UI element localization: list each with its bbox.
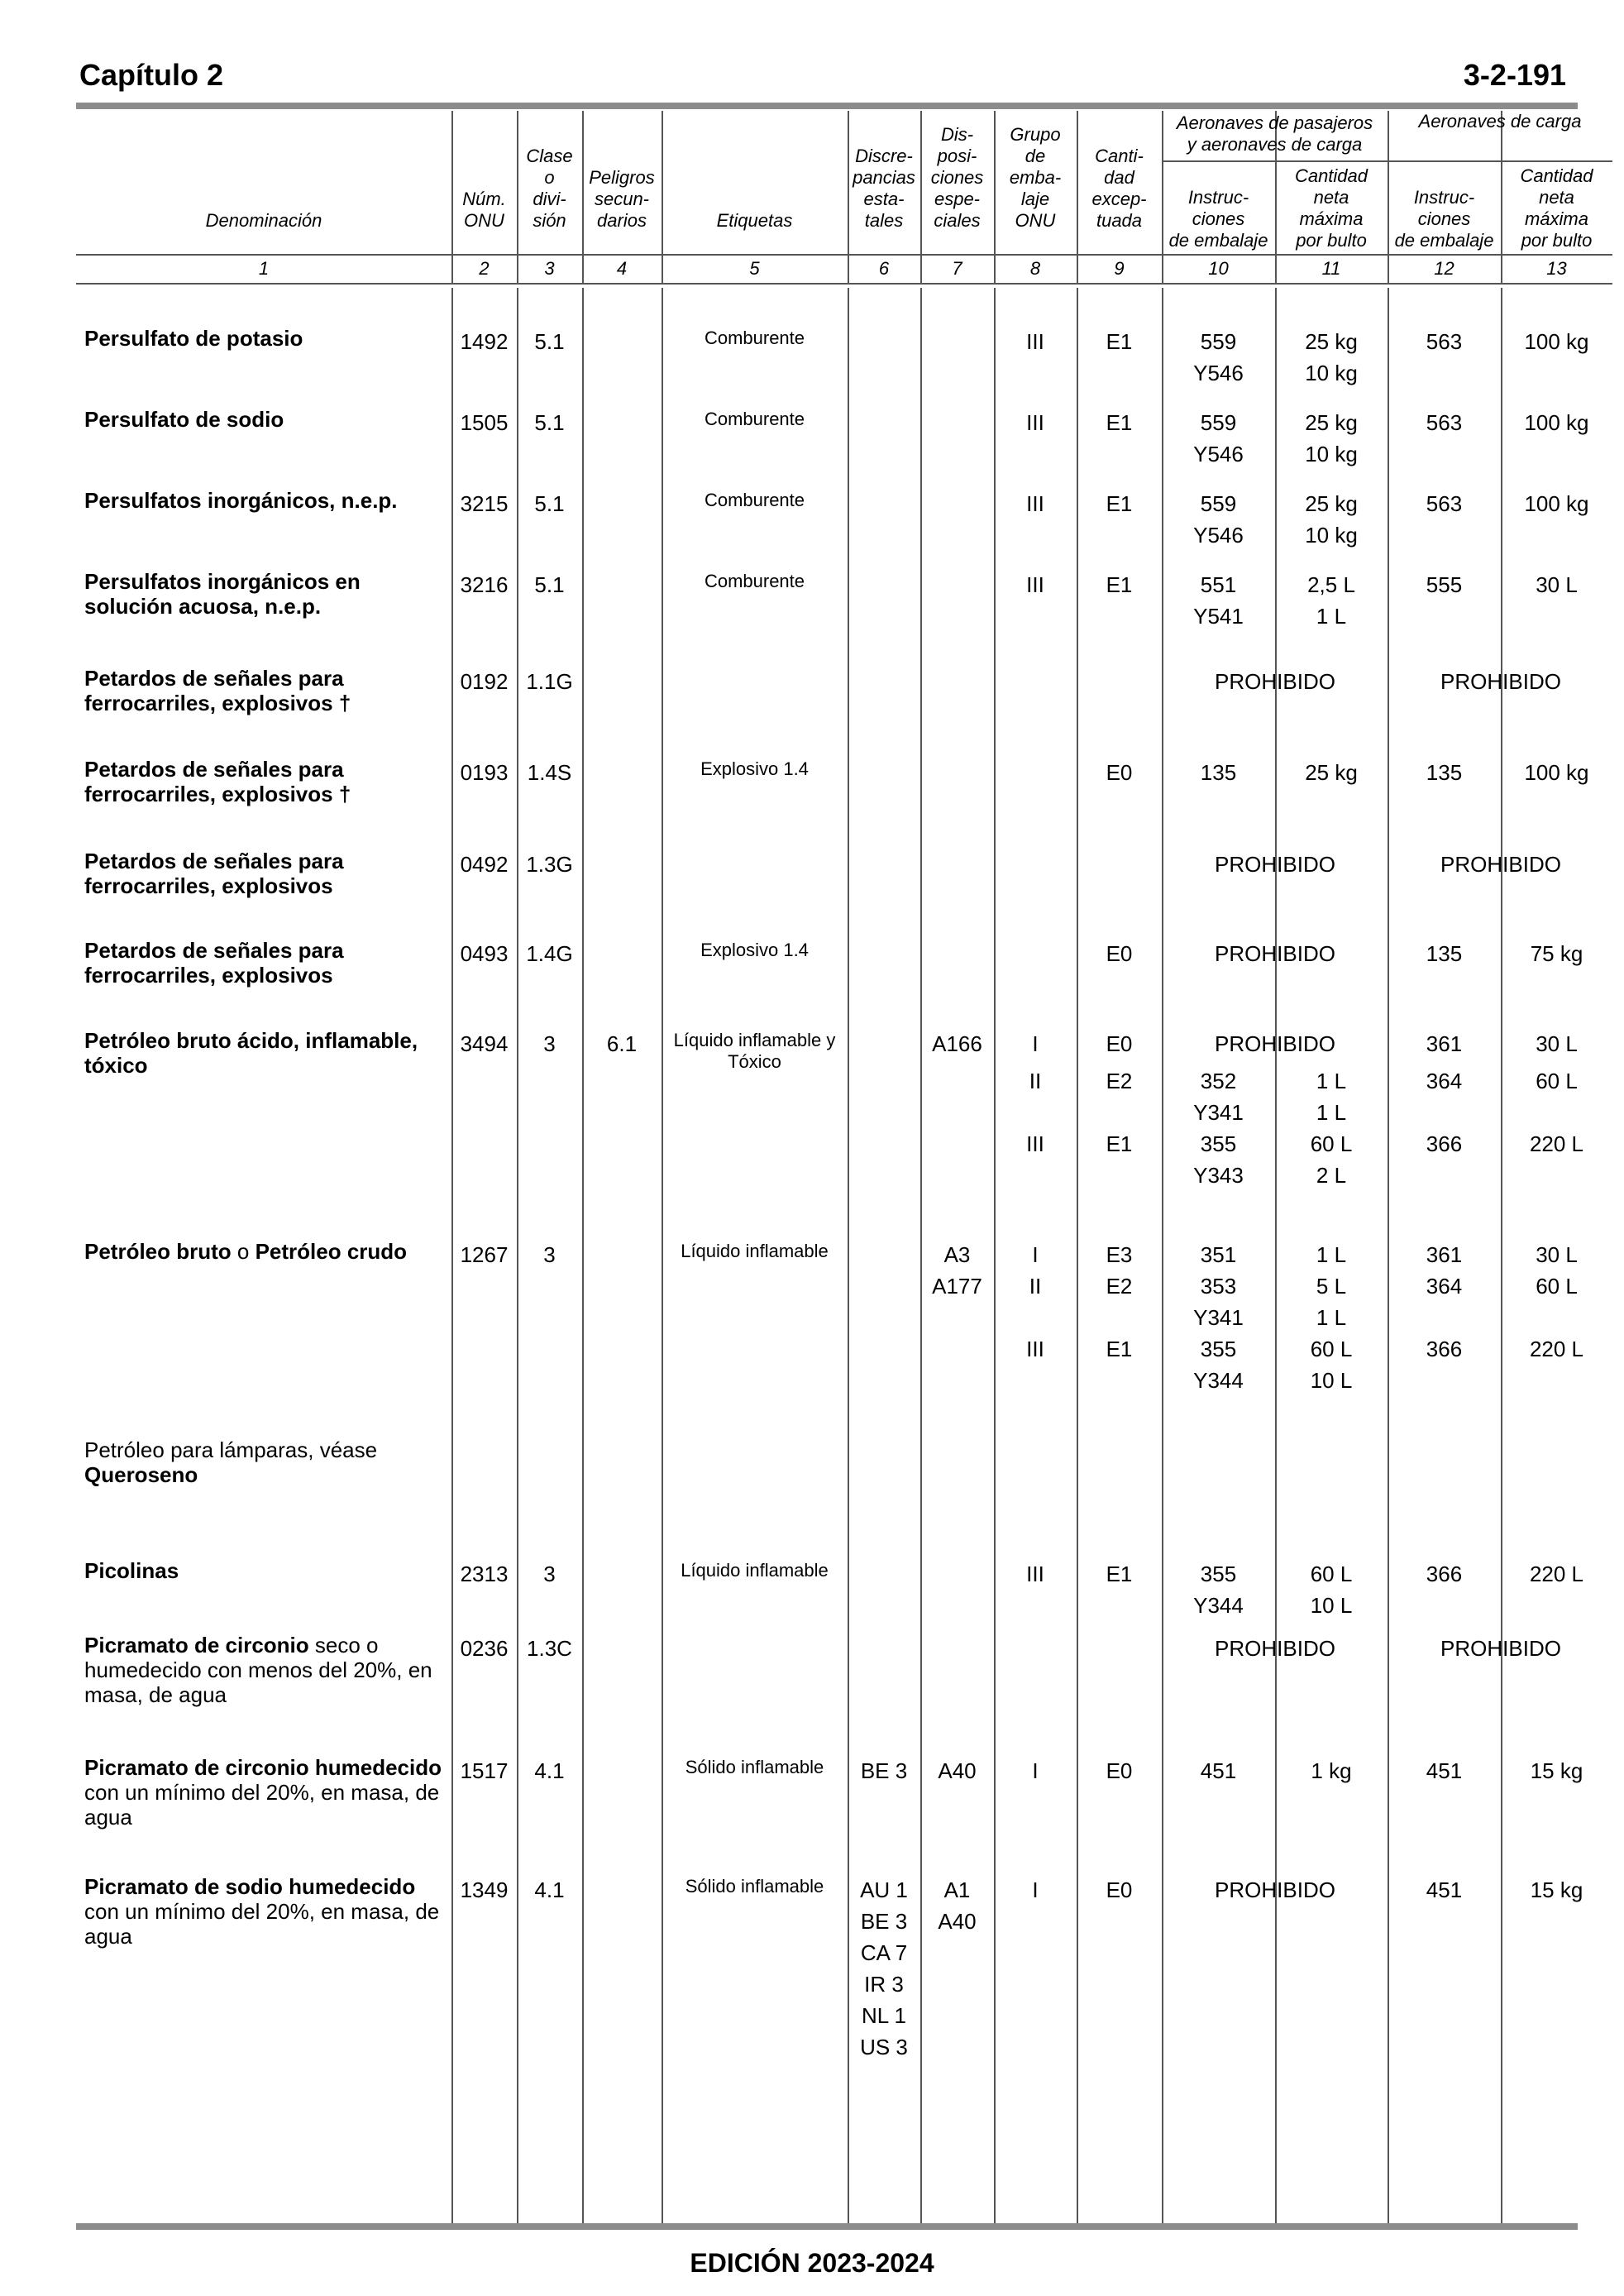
- chapter-title: Capítulo 2: [79, 58, 224, 92]
- name-bold-part: Persulfatos inorgánicos en solución acuosa, n.e.p.: [84, 569, 361, 619]
- substance-name: [84, 407, 448, 432]
- hazard-class: 5.1: [534, 491, 565, 516]
- un-number: 1505: [460, 410, 509, 435]
- hazard-class: 4.1: [534, 1758, 565, 1783]
- cargo-prohibited: PROHIBIDO: [1440, 852, 1561, 877]
- column-number-11: 11: [1321, 258, 1341, 279]
- special-provision: A166: [932, 1031, 982, 1056]
- un-number: 0193: [460, 760, 509, 785]
- special-provision: A40: [938, 1909, 977, 1934]
- passenger-max-quantity: 1 L: [1316, 1305, 1347, 1330]
- hazard-class: 1.4S: [527, 760, 572, 785]
- passenger-packing-instruction: 355: [1200, 1562, 1237, 1586]
- cargo-max-quantity: 60 L: [1536, 1274, 1578, 1299]
- name-bold-part: Persulfatos inorgánicos, n.e.p.: [84, 488, 398, 513]
- name-bold-part: Queroseno: [84, 1462, 198, 1487]
- column-number-rule: [76, 283, 1612, 285]
- name-plain-part: seco o humedecido con menos del 20%, en masa, de agua: [84, 1633, 432, 1707]
- substance-name: [84, 666, 448, 715]
- hazard-label: Explosivo 1.4: [700, 758, 809, 779]
- cargo-max-quantity: 30 L: [1536, 572, 1578, 597]
- column-divider: [662, 111, 663, 283]
- page-number: 3-2-191: [1463, 58, 1566, 92]
- cargo-packing-instruction: 364: [1426, 1069, 1463, 1093]
- name-bold-part: Petardos de señales para ferrocarriles, explosivos: [84, 938, 344, 988]
- name-bold-part: Picramato de sodio humedecido: [84, 1874, 416, 1899]
- header-cantidad-cargo: Cantidad neta máxima por bulto: [1520, 165, 1593, 251]
- passenger-max-quantity: 10 L: [1310, 1593, 1353, 1618]
- passenger-packing-instruction: Y341: [1193, 1100, 1244, 1125]
- header-grupo: Grupo de emba- laje ONU: [1009, 124, 1062, 231]
- passenger-packing-instruction: 135: [1200, 760, 1237, 785]
- column-number-2: 2: [479, 258, 490, 279]
- header-peligros: Peligros secun- darios: [589, 167, 655, 231]
- passenger-max-quantity: 2,5 L: [1307, 572, 1355, 597]
- hazard-class: 5.1: [534, 329, 565, 354]
- excepted-quantity: E0: [1106, 1758, 1133, 1783]
- passenger-prohibited: PROHIBIDO: [1215, 1031, 1335, 1056]
- cargo-packing-instruction: 135: [1426, 941, 1463, 966]
- name-plain-part: o: [231, 1239, 256, 1264]
- substance-name: [84, 938, 448, 988]
- cargo-packing-instruction: 366: [1426, 1131, 1463, 1156]
- hazard-label: Sólido inflamable: [685, 1876, 824, 1897]
- hazard-label: Líquido inflamable y Tóxico: [673, 1030, 836, 1072]
- cargo-max-quantity: 220 L: [1529, 1562, 1584, 1586]
- cargo-max-quantity: 30 L: [1536, 1242, 1578, 1267]
- excepted-quantity: E0: [1106, 760, 1133, 785]
- packing-group: I: [1032, 1242, 1039, 1267]
- state-variation: BE 3: [860, 1758, 908, 1783]
- substance-name: [84, 1558, 448, 1583]
- packing-group: II: [1029, 1069, 1042, 1093]
- passenger-prohibited: PROHIBIDO: [1215, 852, 1335, 877]
- excepted-quantity: E1: [1106, 410, 1133, 435]
- state-variation: AU 1: [860, 1877, 908, 1902]
- name-bold-part: Persulfato de potasio: [84, 326, 303, 351]
- column-number-6: 6: [878, 258, 890, 279]
- cargo-packing-instruction: 563: [1426, 410, 1463, 435]
- bottom-rule: [76, 2223, 1578, 2230]
- excepted-quantity: E1: [1106, 491, 1133, 516]
- passenger-max-quantity: 10 L: [1310, 1368, 1353, 1393]
- passenger-max-quantity: 60 L: [1310, 1562, 1353, 1586]
- passenger-packing-instruction: 559: [1200, 410, 1237, 435]
- passenger-max-quantity: 1 kg: [1311, 1758, 1352, 1783]
- hazard-class: 1.3G: [526, 852, 573, 877]
- excepted-quantity: E1: [1106, 1337, 1133, 1361]
- name-bold-part: Picramato de circonio: [84, 1633, 309, 1657]
- cargo-packing-instruction: 563: [1426, 491, 1463, 516]
- passenger-max-quantity: 25 kg: [1305, 491, 1358, 516]
- header-clase: Clase o divi- sión: [526, 146, 573, 231]
- passenger-max-quantity: 1 L: [1316, 604, 1347, 629]
- passenger-packing-instruction: 451: [1200, 1758, 1237, 1783]
- passenger-packing-instruction: Y541: [1193, 604, 1244, 629]
- column-number-1: 1: [258, 258, 270, 279]
- hazard-class: 4.1: [534, 1877, 565, 1902]
- substance-name: [84, 1239, 448, 1264]
- header-onu: Núm. ONU: [462, 189, 506, 231]
- cargo-packing-instruction: 135: [1426, 760, 1463, 785]
- name-bold-part: Petróleo bruto: [84, 1239, 232, 1264]
- excepted-quantity: E0: [1106, 941, 1133, 966]
- cargo-prohibited: PROHIBIDO: [1440, 1636, 1561, 1661]
- name-bold-part: Petróleo crudo: [255, 1239, 408, 1264]
- hazard-label: Comburente: [704, 409, 805, 429]
- column-number-8: 8: [1029, 258, 1041, 279]
- excepted-quantity: E1: [1106, 1131, 1133, 1156]
- packing-group: III: [1026, 572, 1044, 597]
- hazard-label: Explosivo 1.4: [700, 940, 809, 960]
- name-bold-part: Picolinas: [84, 1558, 179, 1583]
- cargo-max-quantity: 15 kg: [1530, 1877, 1583, 1902]
- passenger-packing-instruction: Y546: [1193, 361, 1244, 385]
- hazard-label: Líquido inflamable: [681, 1241, 829, 1261]
- name-bold-part: Petardos de señales para ferrocarriles, explosivos †: [84, 757, 351, 806]
- substance-name: [84, 1874, 448, 1949]
- cargo-max-quantity: 100 kg: [1524, 491, 1589, 516]
- name-bold-part: Persulfato de sodio: [84, 407, 284, 432]
- un-number: 0492: [460, 852, 509, 877]
- header-instrucciones-pax: Instruc- ciones de embalaje: [1168, 187, 1268, 251]
- passenger-max-quantity: 10 kg: [1305, 442, 1358, 466]
- passenger-max-quantity: 2 L: [1316, 1163, 1347, 1188]
- cargo-packing-instruction: 451: [1426, 1877, 1463, 1902]
- header-instrucciones-cargo: Instruc- ciones de embalaje: [1394, 187, 1494, 251]
- cargo-packing-instruction: 364: [1426, 1274, 1463, 1299]
- header-bottom-rule: [76, 254, 1612, 256]
- cargo-max-quantity: 60 L: [1536, 1069, 1578, 1093]
- packing-group: I: [1032, 1758, 1039, 1783]
- substance-name: [84, 1437, 448, 1487]
- passenger-prohibited: PROHIBIDO: [1215, 1877, 1335, 1902]
- header-cantidad-exceptuada: Canti- dad excep- tuada: [1091, 146, 1147, 231]
- cargo-max-quantity: 220 L: [1529, 1337, 1584, 1361]
- passenger-packing-instruction: Y343: [1193, 1163, 1244, 1188]
- un-number: 3216: [460, 572, 509, 597]
- passenger-packing-instruction: Y546: [1193, 523, 1244, 548]
- name-bold-part: Picramato de circonio humedecido: [84, 1755, 442, 1780]
- header-disposiciones: Dis- posi- ciones espe- ciales: [930, 124, 984, 231]
- passenger-packing-instruction: 559: [1200, 329, 1237, 354]
- column-number-13: 13: [1546, 258, 1567, 279]
- cargo-packing-instruction: 361: [1426, 1242, 1463, 1267]
- hazard-class: 1.4G: [526, 941, 573, 966]
- top-rule: [76, 103, 1578, 109]
- excepted-quantity: E2: [1106, 1069, 1133, 1093]
- excepted-quantity: E0: [1106, 1877, 1133, 1902]
- name-plain-part: con un mínimo del 20%, en masa, de agua: [84, 1780, 440, 1830]
- hazard-class: 1.1G: [526, 669, 573, 694]
- header-etiquetas: Etiquetas: [716, 210, 793, 231]
- name-bold-part: Petardos de señales para ferrocarriles, explosivos †: [84, 666, 351, 715]
- cargo-max-quantity: 100 kg: [1524, 329, 1589, 354]
- excepted-quantity: E1: [1106, 1562, 1133, 1586]
- packing-group: III: [1026, 1562, 1044, 1586]
- passenger-max-quantity: 60 L: [1310, 1131, 1353, 1156]
- packing-group: III: [1026, 1337, 1044, 1361]
- passenger-max-quantity: 10 kg: [1305, 361, 1358, 385]
- hazard-class: 5.1: [534, 572, 565, 597]
- cargo-prohibited: PROHIBIDO: [1440, 669, 1561, 694]
- state-variation: CA 7: [860, 1940, 908, 1965]
- column-number-12: 12: [1434, 258, 1454, 279]
- name-bold-part: Petardos de señales para ferrocarriles, explosivos: [84, 849, 344, 898]
- cargo-packing-instruction: 366: [1426, 1562, 1463, 1586]
- special-provision: A177: [932, 1274, 982, 1299]
- passenger-packing-instruction: Y341: [1193, 1305, 1244, 1330]
- passenger-prohibited: PROHIBIDO: [1215, 1636, 1335, 1661]
- body-column-divider: [662, 288, 663, 2223]
- packing-group: II: [1029, 1274, 1042, 1299]
- header-carga-group: Aeronaves de carga: [1418, 111, 1582, 132]
- un-number: 1517: [460, 1758, 509, 1783]
- special-provision: A3: [943, 1242, 971, 1267]
- passenger-max-quantity: 1 L: [1316, 1242, 1347, 1267]
- column-number-4: 4: [616, 258, 628, 279]
- state-variation: NL 1: [862, 2003, 906, 2028]
- excepted-quantity: E0: [1106, 1031, 1133, 1056]
- cargo-packing-instruction: 451: [1426, 1758, 1463, 1783]
- passenger-max-quantity: 1 L: [1316, 1069, 1347, 1093]
- cargo-max-quantity: 220 L: [1529, 1131, 1584, 1156]
- substance-name: [84, 326, 448, 351]
- hazard-class: 3: [543, 1562, 556, 1586]
- cargo-packing-instruction: 555: [1426, 572, 1463, 597]
- passenger-packing-instruction: 355: [1200, 1131, 1237, 1156]
- passenger-packing-instruction: Y344: [1193, 1368, 1244, 1393]
- substance-name: [84, 1633, 448, 1707]
- un-number: 3215: [460, 491, 509, 516]
- un-number: 1349: [460, 1877, 509, 1902]
- cargo-packing-instruction: 366: [1426, 1337, 1463, 1361]
- passenger-max-quantity: 5 L: [1316, 1274, 1347, 1299]
- substance-name: [84, 757, 448, 806]
- excepted-quantity: E3: [1106, 1242, 1133, 1267]
- hazard-class: 5.1: [534, 410, 565, 435]
- state-variation: IR 3: [864, 1972, 904, 1997]
- hazard-class: 3: [543, 1031, 556, 1056]
- name-plain-part: con un mínimo del 20%, en masa, de agua: [84, 1899, 440, 1949]
- excepted-quantity: E2: [1106, 1274, 1133, 1299]
- passenger-prohibited: PROHIBIDO: [1215, 669, 1335, 694]
- cargo-max-quantity: 15 kg: [1530, 1758, 1583, 1783]
- cargo-max-quantity: 100 kg: [1524, 760, 1589, 785]
- un-number: 1492: [460, 329, 509, 354]
- state-variation: US 3: [860, 2035, 908, 2059]
- packing-group: I: [1032, 1031, 1039, 1056]
- edition-footer: EDICIÓN 2023-2024: [690, 2248, 934, 2278]
- substance-name: [84, 1755, 448, 1830]
- un-number: 2313: [460, 1562, 509, 1586]
- cargo-max-quantity: 30 L: [1536, 1031, 1578, 1056]
- passenger-max-quantity: 1 L: [1316, 1100, 1347, 1125]
- substance-name: [84, 569, 448, 619]
- hazard-class: 3: [543, 1242, 556, 1267]
- column-number-5: 5: [749, 258, 760, 279]
- passenger-max-quantity: 60 L: [1310, 1337, 1353, 1361]
- packing-group: III: [1026, 491, 1044, 516]
- column-number-3: 3: [544, 258, 555, 279]
- packing-group: III: [1026, 1131, 1044, 1156]
- un-number: 1267: [460, 1242, 509, 1267]
- aircraft-group-rule: [1162, 160, 1612, 162]
- substance-name: [84, 1028, 448, 1078]
- header-cantidad-pax: Cantidad neta máxima por bulto: [1294, 165, 1368, 251]
- hazard-label: Comburente: [704, 328, 805, 348]
- excepted-quantity: E1: [1106, 329, 1133, 354]
- header-denominacion: Denominación: [205, 210, 322, 231]
- cargo-packing-instruction: 361: [1426, 1031, 1463, 1056]
- passenger-max-quantity: 10 kg: [1305, 523, 1358, 548]
- passenger-packing-instruction: 559: [1200, 491, 1237, 516]
- un-number: 3494: [460, 1031, 509, 1056]
- packing-group: III: [1026, 410, 1044, 435]
- passenger-packing-instruction: Y344: [1193, 1593, 1244, 1618]
- cargo-packing-instruction: 563: [1426, 329, 1463, 354]
- substance-name: [84, 849, 448, 898]
- passenger-packing-instruction: 351: [1200, 1242, 1237, 1267]
- cargo-max-quantity: 75 kg: [1530, 941, 1583, 966]
- column-number-7: 7: [952, 258, 962, 279]
- excepted-quantity: E1: [1106, 572, 1133, 597]
- packing-group: I: [1032, 1877, 1039, 1902]
- passenger-max-quantity: 25 kg: [1305, 760, 1358, 785]
- un-number: 0236: [460, 1636, 509, 1661]
- passenger-max-quantity: 25 kg: [1305, 410, 1358, 435]
- hazard-class: 1.3C: [527, 1636, 572, 1661]
- state-variation: BE 3: [860, 1909, 908, 1934]
- name-plain-part: Petróleo para lámparas, véase: [84, 1437, 378, 1462]
- passenger-packing-instruction: 352: [1200, 1069, 1237, 1093]
- hazard-label: Comburente: [704, 571, 805, 591]
- special-provision: A40: [938, 1758, 977, 1783]
- passenger-packing-instruction: 355: [1200, 1337, 1237, 1361]
- column-number-10: 10: [1208, 258, 1229, 279]
- special-provision: A1: [943, 1877, 971, 1902]
- substance-name: [84, 488, 448, 513]
- passenger-packing-instruction: 353: [1200, 1274, 1237, 1299]
- subsidiary-hazard: 6.1: [606, 1031, 638, 1056]
- passenger-max-quantity: 25 kg: [1305, 329, 1358, 354]
- hazard-label: Líquido inflamable: [681, 1560, 829, 1581]
- passenger-packing-instruction: 551: [1200, 572, 1237, 597]
- header-pasajeros-group: Aeronaves de pasajeros y aeronaves de carga: [1176, 112, 1373, 155]
- passenger-prohibited: PROHIBIDO: [1215, 941, 1335, 966]
- hazard-label: Comburente: [704, 490, 805, 510]
- un-number: 0493: [460, 941, 509, 966]
- passenger-packing-instruction: Y546: [1193, 442, 1244, 466]
- cargo-max-quantity: 100 kg: [1524, 410, 1589, 435]
- column-number-9: 9: [1114, 258, 1125, 279]
- header-discrepancias: Discre- pancias esta- tales: [853, 146, 915, 231]
- name-bold-part: Petróleo bruto ácido, inflamable, tóxico: [84, 1028, 418, 1078]
- packing-group: III: [1026, 329, 1044, 354]
- hazard-label: Sólido inflamable: [685, 1757, 824, 1777]
- un-number: 0192: [460, 669, 509, 694]
